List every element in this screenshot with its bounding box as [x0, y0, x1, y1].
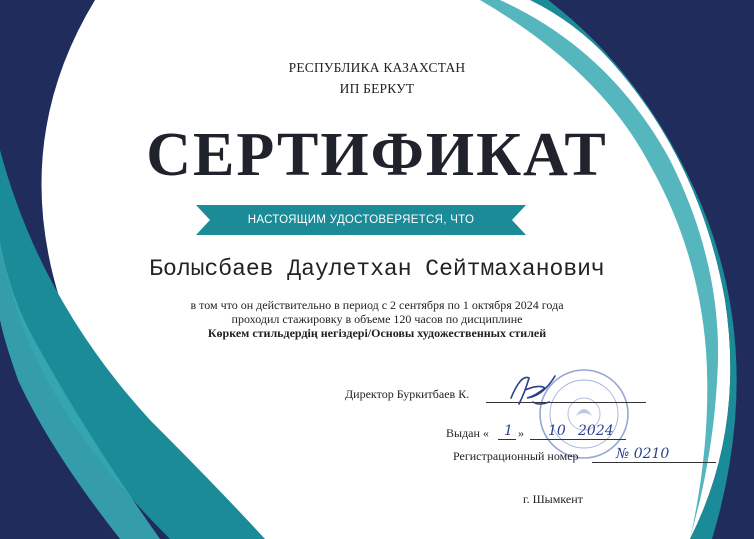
director-label: Директор Буркитбаев К. — [345, 387, 470, 401]
issued-day: 1 — [504, 423, 513, 439]
body-line-hours: проходил стажировку в объеме 120 часов по дисциплине — [231, 312, 523, 326]
month-year-line — [530, 439, 626, 440]
day-line — [498, 439, 516, 440]
ribbon-text: НАСТОЯЩИМ УДОСТОВЕРЯЕТСЯ, ЧТО — [247, 214, 475, 226]
registration-line — [592, 462, 716, 463]
city-label: г. Шымкент — [523, 492, 583, 506]
discipline-name: Көркем стильдердің негіздері/Основы художественных стилей — [207, 326, 547, 340]
issuer-country: РЕСПУБЛИКА КАЗАХСТАН — [288, 60, 466, 75]
issued-label: Выдан « — [446, 426, 489, 440]
issued-month: 10 — [548, 423, 566, 439]
director-signature — [505, 368, 565, 412]
issued-year: 2024 — [578, 423, 614, 439]
registration-number: № 0210 — [616, 446, 670, 462]
issuer-organization: ИП БЕРКУТ — [339, 81, 415, 96]
recipient-name: Болысбаев Даулетхан Сейтмаханович — [149, 256, 605, 282]
certificate-title: СЕРТИФИКАТ — [146, 121, 608, 189]
body-line-period: в том что он действительно в период с 2 сентября по 1 октября 2024 года — [190, 298, 564, 312]
issued-close-quote: » — [518, 426, 524, 440]
registration-label: Регистрационный номер — [453, 449, 579, 463]
